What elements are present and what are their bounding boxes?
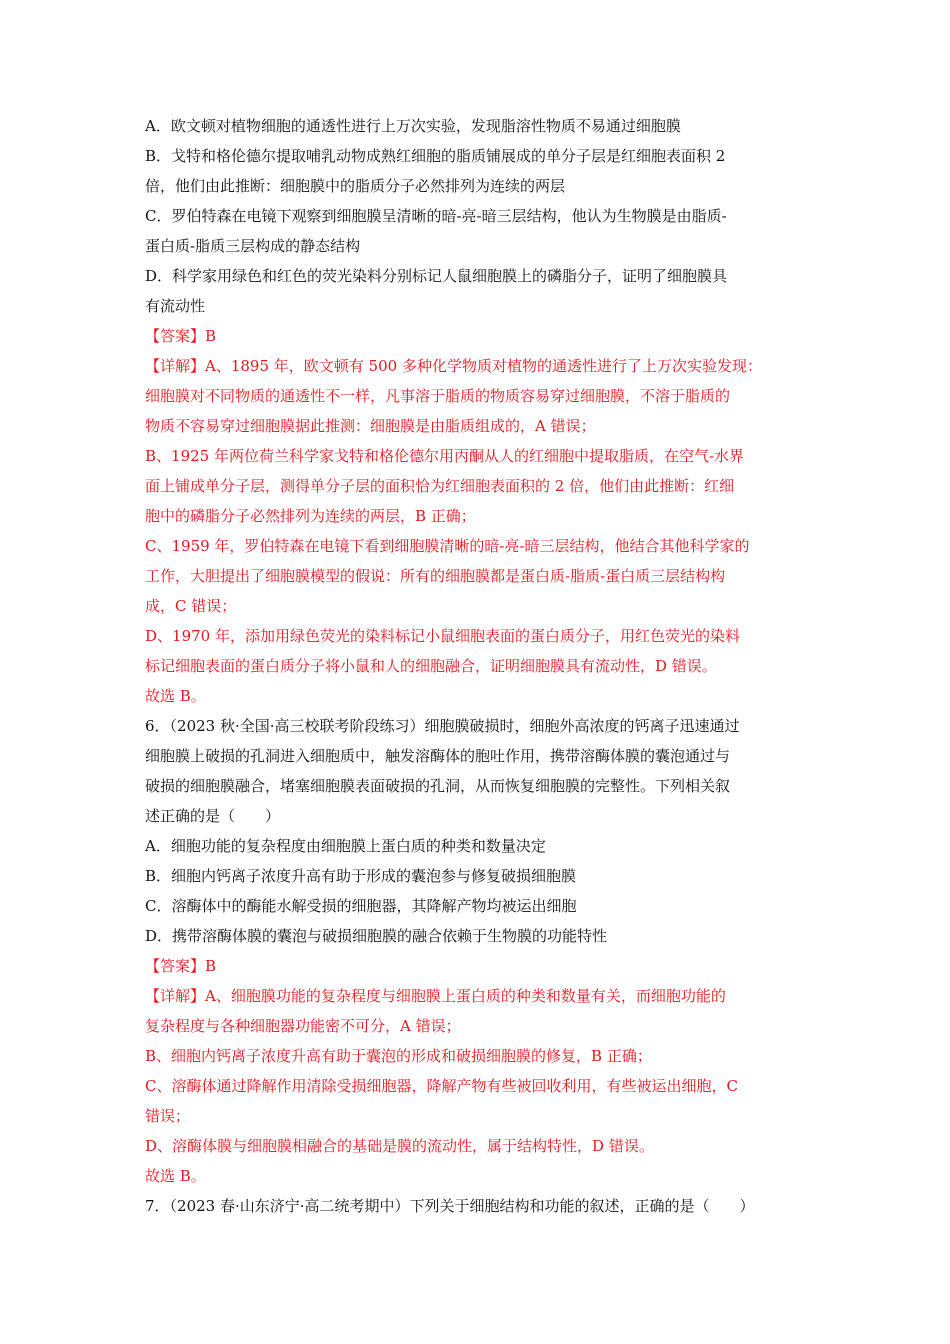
- q6-stem-cont1: 细胞膜上破损的孔洞进入细胞质中，触发溶酶体的胞吐作用，携带溶酶体膜的囊泡通过与: [145, 747, 731, 765]
- q5-analysis-c-cont1: 工作，大胆提出了细胞膜模型的假说：所有的细胞膜都是蛋白质-脂质-蛋白质三层结构构: [145, 567, 726, 585]
- q6-option-c: C．溶酶体中的酶能水解受损的细胞器，其降解产物均被运出细胞: [145, 897, 577, 915]
- q5-analysis-a-text: A、1895 年，欧文顿有 500 多种化学物质对植物的通透性进行了上万次实验发现：: [205, 357, 762, 375]
- q6-stem-cont2: 破损的细胞膜融合，堵塞细胞膜表面破损的孔洞，从而恢复细胞膜的完整性。下列相关叙: [145, 777, 731, 795]
- q5-option-d: D．科学家用绿色和红色的荧光染料分别标记人鼠细胞膜上的磷脂分子，证明了细胞膜具: [145, 267, 728, 285]
- q5-option-c-cont: 蛋白质-脂质三层构成的静态结构: [145, 237, 361, 255]
- q6-analysis-c-cont1: 错误；: [145, 1107, 191, 1125]
- q6-answer: 【答案】B: [145, 957, 217, 975]
- q6-analysis-a-cont1: 复杂程度与各种细胞器功能密不可分，A 错误；: [145, 1017, 461, 1035]
- q5-analysis-d: D、1970 年，添加用绿色荧光的染料标记小鼠细胞表面的蛋白质分子，用红色荧光的染料: [145, 627, 740, 645]
- q6-stem-cont3: 述正确的是（ ）: [145, 807, 281, 825]
- q6-analysis-d: D、溶酶体膜与细胞膜相融合的基础是膜的流动性，属于结构特性，D 错误。: [145, 1137, 654, 1155]
- q5-answer: 【答案】B: [145, 327, 217, 345]
- q6-option-b: B．细胞内钙离子浓度升高有助于形成的囊泡参与修复破损细胞膜: [145, 867, 577, 885]
- q5-option-d-cont: 有流动性: [145, 297, 206, 315]
- q5-analysis-label: 【详解】: [145, 357, 206, 375]
- q5-analysis-a-cont1: 细胞膜对不同物质的通透性不一样，凡事溶于脂质的物质容易穿过细胞膜，不溶于脂质的: [145, 387, 731, 405]
- q7-stem: 7．（2023 春·山东济宁·高二统考期中）下列关于细胞结构和功能的叙述，正确的是（ ）: [145, 1197, 755, 1215]
- q6-analysis-a: [145, 981, 810, 1011]
- q5-conclusion: 故选 B。: [145, 687, 206, 705]
- q5-analysis-c: C、1959 年，罗伯特森在电镜下看到细胞膜清晰的暗-亮-暗三层结构，他结合其他科学家的: [145, 537, 750, 555]
- q5-analysis-d-cont1: 标记细胞表面的蛋白质分子将小鼠和人的细胞融合，证明细胞膜具有流动性，D 错误。: [145, 657, 717, 675]
- q6-option-d: D．携带溶酶体膜的囊泡与破损细胞膜的融合依赖于生物膜的功能特性: [145, 927, 608, 945]
- q5-analysis-a-cont2: 物质不容易穿过细胞膜据此推测：细胞膜是由脂质组成的，A 错误；: [145, 417, 596, 435]
- q5-analysis-a: [145, 351, 810, 381]
- q5-analysis-b-cont1: 面上铺成单分子层，测得单分子层的面积恰为红细胞表面积的 2 倍，他们由此推断：红细: [145, 477, 735, 495]
- q6-analysis-a-text: A、细胞膜功能的复杂程度与细胞膜上蛋白质的种类和数量有关，而细胞功能的: [205, 987, 726, 1005]
- q6-option-a: A．细胞功能的复杂程度由细胞膜上蛋白质的种类和数量决定: [145, 837, 546, 855]
- q6-analysis-b: B、细胞内钙离子浓度升高有助于囊泡的形成和破损细胞膜的修复，B 正确；: [145, 1047, 652, 1065]
- q5-analysis-b-cont2: 胞中的磷脂分子必然排列为连续的两层，B 正确；: [145, 507, 476, 525]
- q5-option-a: A．欧文顿对植物细胞的通透性进行上万次实验，发现脂溶性物质不易通过细胞膜: [145, 117, 681, 135]
- q6-stem: 6．（2023 秋·全国·高三校联考阶段练习）细胞膜破损时，细胞外高浓度的钙离子迅速通过: [145, 717, 740, 735]
- document-page: [145, 111, 810, 1221]
- q6-conclusion: 故选 B。: [145, 1167, 206, 1185]
- q6-analysis-label: 【详解】: [145, 987, 206, 1005]
- q5-option-c: C．罗伯特森在电镜下观察到细胞膜呈清晰的暗-亮-暗三层结构，他认为生物膜是由脂质-: [145, 207, 727, 225]
- q5-option-b-cont: 倍，他们由此推断：细胞膜中的脂质分子必然排列为连续的两层: [145, 177, 566, 195]
- q6-analysis-c: C、溶酶体通过降解作用清除受损细胞器，降解产物有些被回收利用，有些被运出细胞，C: [145, 1077, 738, 1095]
- q5-analysis-c-cont2: 成，C 错误；: [145, 597, 237, 615]
- q5-option-b: B．戈特和格伦德尔提取哺乳动物成熟红细胞的脂质铺展成的单分子层是红细胞表面积 2: [145, 147, 726, 165]
- q5-analysis-b: B、1925 年两位荷兰科学家戈特和格伦德尔用丙酮从人的红细胞中提取脂质，在空气-水界: [145, 447, 745, 465]
